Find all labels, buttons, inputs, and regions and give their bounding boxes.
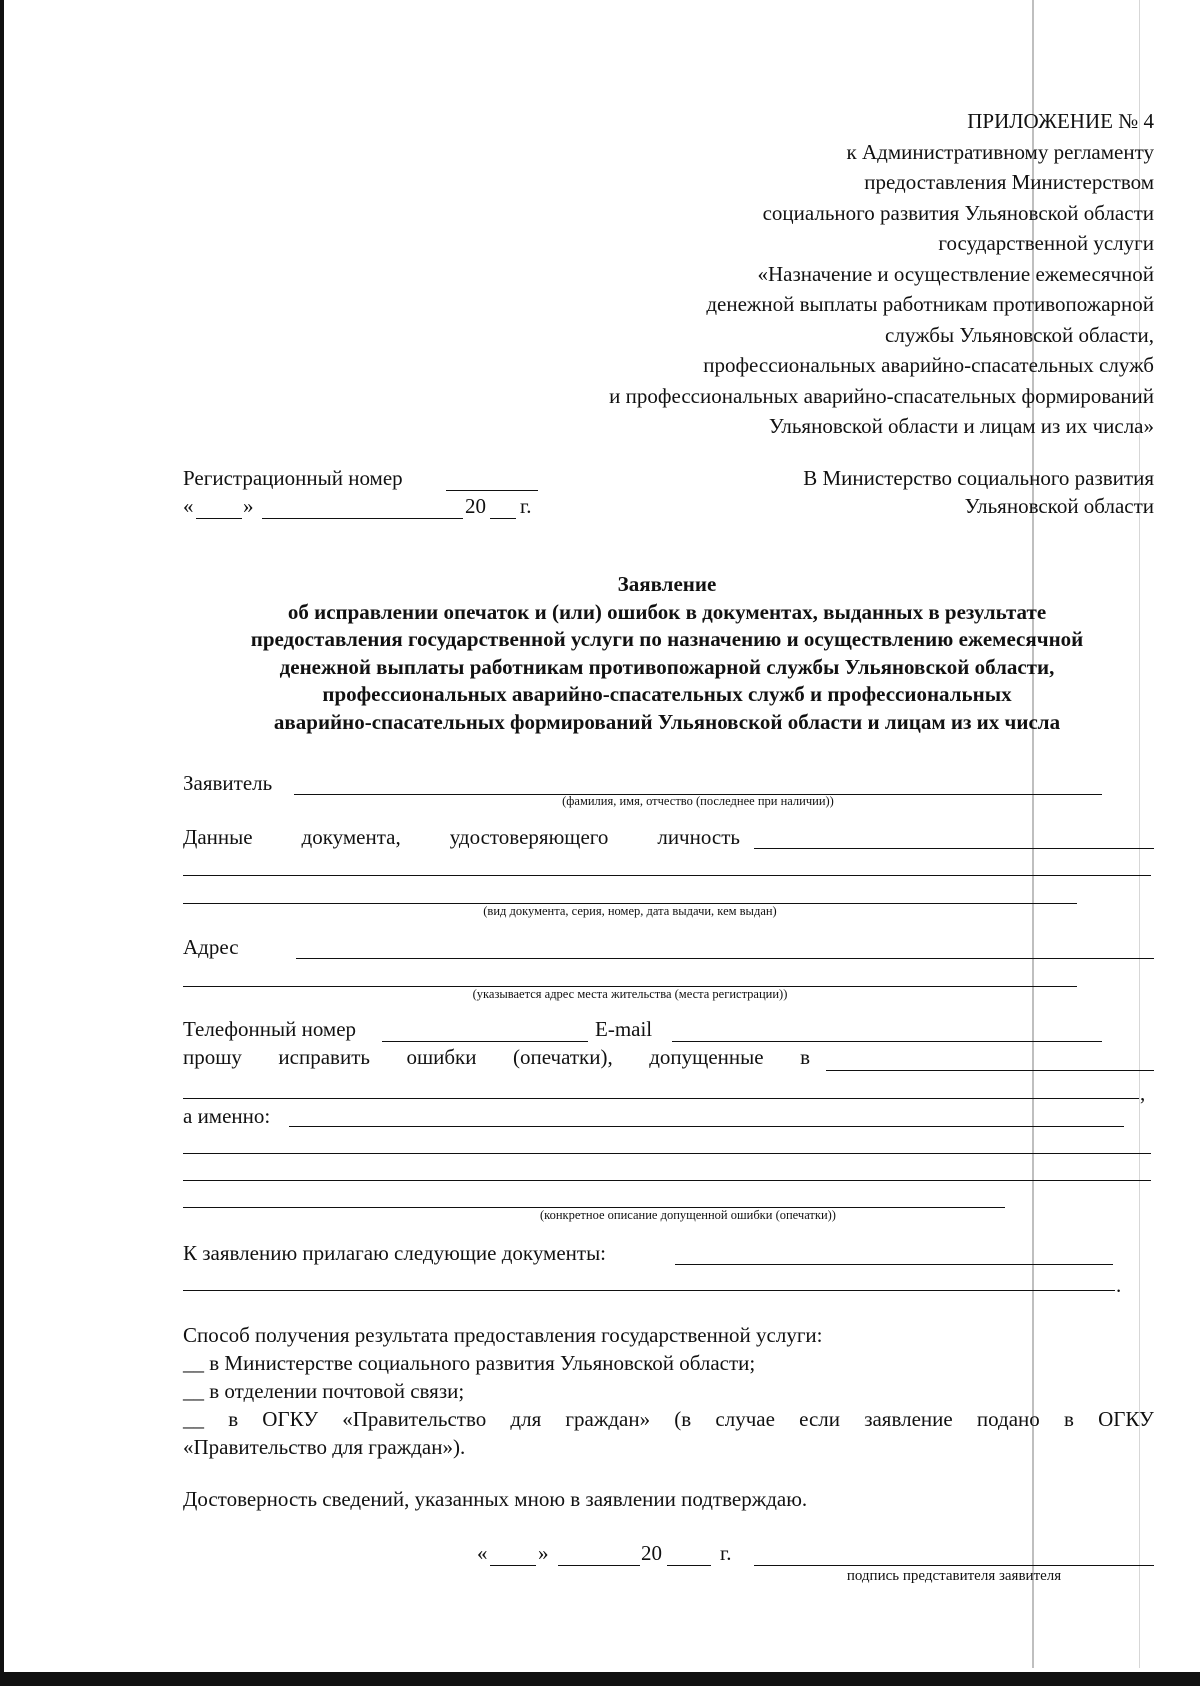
annex-line: «Назначение и осуществление ежемесячной (757, 261, 1154, 286)
signature-caption: подпись представителя заявителя (846, 1568, 1062, 1584)
registration-number-field[interactable] (446, 490, 538, 491)
title-heading: Заявление (617, 572, 717, 596)
annex-line: к Административному регламенту (846, 139, 1154, 164)
address-field-1[interactable] (296, 958, 1154, 959)
addressee-line-1: В Министерство социального развития (803, 466, 1154, 490)
attachments-period: . (1116, 1273, 1122, 1297)
attachments-field-2[interactable] (183, 1290, 1115, 1291)
signature-year-suffix: г. (720, 1541, 732, 1565)
request-label: прошу исправить ошибки (опечатки), допущенные в (183, 1045, 810, 1069)
delivery-option-3: __ в ОГКУ «Правительство для граждан» (в случае если заявление подано в ОГКУ (183, 1407, 1154, 1431)
title-line: профессиональных аварийно-спасательных служб и профессиональных (322, 682, 1012, 706)
annex-line: предоставления Министерством (864, 170, 1154, 194)
delivery-option-3-continued: «Правительство для граждан»). (183, 1435, 466, 1459)
delivery-checkbox-2[interactable]: __ (183, 1379, 204, 1403)
error-caption: (конкретное описание допущенной ошибки (опечатки)) (540, 1208, 836, 1222)
applicant-label: Заявитель (183, 771, 273, 795)
address-label: Адрес (183, 935, 239, 959)
title-line: об исправлении опечаток и (или) ошибок в документах, выданных в результате (287, 599, 1047, 624)
delivery-checkbox-3[interactable]: __ (183, 1407, 204, 1431)
annex-line: профессиональных аварийно-спасательных служб (703, 353, 1154, 377)
address-caption: (указывается адрес места жительства (места регистрации)) (472, 987, 788, 1001)
annex-line: социального развития Ульяновской области (762, 200, 1154, 225)
document-title (150, 571, 1184, 736)
addressee-line-2: Ульяновской области (964, 494, 1154, 518)
signature-year-field[interactable] (667, 1565, 711, 1566)
title-line: аварийно-спасательных формирований Ульяновской области и лицам из их числа (273, 709, 1061, 734)
scan-edge-left (0, 0, 4, 1680)
attachments-field-1[interactable] (675, 1264, 1113, 1265)
request-comma: , (1140, 1081, 1146, 1105)
registration-year-prefix: 20 (465, 494, 486, 518)
annex-line: Ульяновской области и лицам из их числа» (768, 414, 1154, 438)
delivery-option-1: __ в Министерстве социального развития Ульяновской области; (183, 1351, 756, 1375)
delivery-heading: Способ получения результата предоставления государственной услуги: (183, 1323, 823, 1347)
delivery-option-2: __ в отделении почтовой связи; (183, 1379, 465, 1403)
annex-line: службы Ульяновской области, (885, 322, 1154, 347)
error-description-field-1[interactable] (289, 1126, 1124, 1127)
signature-field[interactable] (754, 1565, 1154, 1566)
id-document-field-2[interactable] (183, 875, 1151, 876)
id-document-field-1[interactable] (754, 848, 1154, 849)
annex-line: и профессиональных аварийно-спасательных формирований (609, 383, 1154, 408)
registration-day-field[interactable] (196, 518, 242, 519)
title-line: денежной выплаты работникам противопожарной службы Ульяновской области, (279, 654, 1055, 679)
applicant-caption: (фамилия, имя, отчество (последнее при наличии)) (562, 794, 834, 808)
request-document-field-2[interactable] (183, 1098, 1139, 1099)
namely-label: а именно: (183, 1104, 271, 1128)
title-line: предоставления государственной услуги по назначению и осуществлению ежемесячной (250, 627, 1084, 651)
annex-header (609, 106, 1154, 442)
signature-day-field[interactable] (490, 1565, 536, 1566)
error-description-field-2[interactable] (183, 1153, 1151, 1154)
annex-line: государственной услуги (938, 231, 1154, 255)
signature-date-close: » (538, 1541, 549, 1565)
email-field[interactable] (672, 1041, 1102, 1042)
registration-label: Регистрационный номер (183, 466, 403, 490)
registration-year-field[interactable] (490, 518, 516, 519)
signature-year-prefix: 20 (641, 1541, 662, 1565)
request-document-field-1[interactable] (826, 1070, 1154, 1071)
registration-year-suffix: г. (520, 494, 532, 518)
annex-line: денежной выплаты работникам противопожарной (706, 292, 1154, 316)
delivery-checkbox-1[interactable]: __ (183, 1351, 204, 1375)
signature-month-field[interactable] (558, 1565, 640, 1566)
phone-label: Телефонный номер (183, 1017, 357, 1041)
scan-edge-bottom (0, 1672, 1200, 1686)
signature-date-open: « (477, 1541, 488, 1565)
registration-date-open: « (183, 494, 194, 518)
registration-date-close: » (243, 494, 254, 518)
error-description-field-3[interactable] (183, 1180, 1151, 1181)
email-label: E-mail (595, 1017, 653, 1041)
registration-month-field[interactable] (262, 518, 463, 519)
id-document-label: Данные документа, удостоверяющего личность (183, 825, 740, 849)
phone-field[interactable] (382, 1041, 588, 1042)
confirmation-text: Достоверность сведений, указанных мною в заявлении подтверждаю. (183, 1487, 808, 1511)
annex-line: ПРИЛОЖЕНИЕ № 4 (967, 109, 1154, 133)
id-document-caption: (вид документа, серия, номер, дата выдачи, кем выдан) (483, 904, 777, 918)
attachments-label: К заявлению прилагаю следующие документы: (183, 1241, 607, 1265)
